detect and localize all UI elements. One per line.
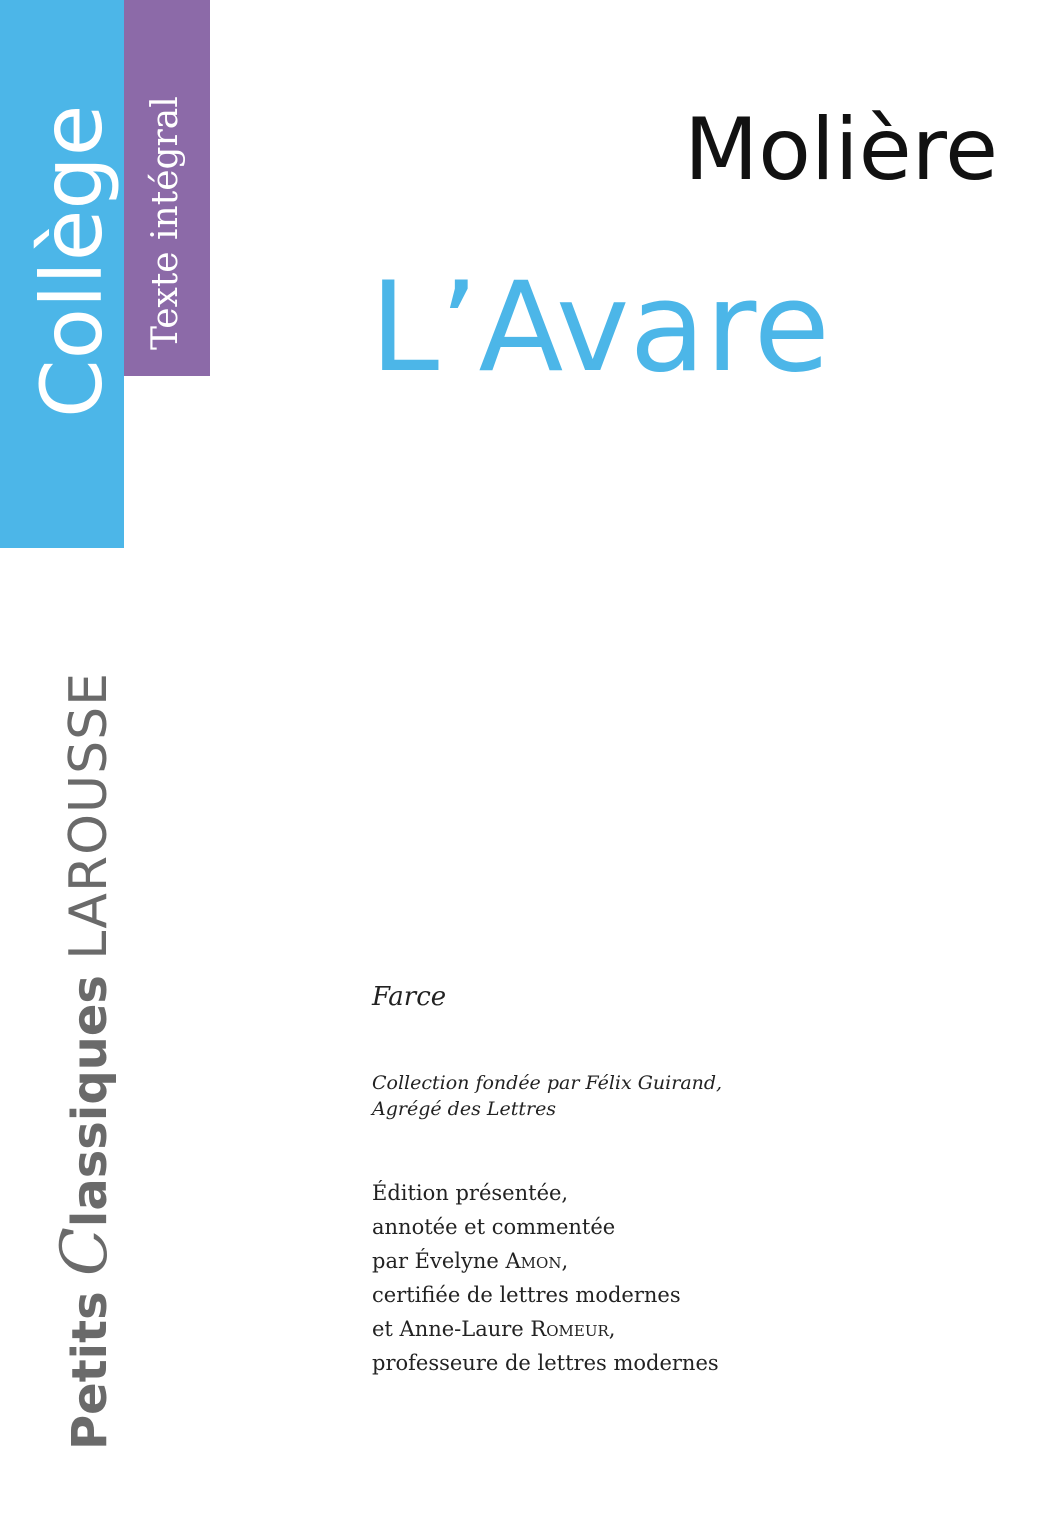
edition-text: et Anne-Laure <box>372 1317 531 1341</box>
series-classiques: lassiques <box>62 975 118 1228</box>
edition-text: , <box>561 1249 569 1273</box>
editor-surname: Romeur <box>530 1317 609 1341</box>
edition-text: par Évelyne <box>372 1249 506 1273</box>
level-label: Collège <box>23 104 121 418</box>
author-name: Molière <box>684 100 998 200</box>
collection-line: Collection fondée par Félix Guirand, <box>372 1072 723 1094</box>
edition-line: annotée et commentée <box>372 1215 616 1239</box>
edition-text: , <box>608 1317 616 1341</box>
series-logo <box>48 672 122 1450</box>
series-petits: Petits <box>62 1291 118 1450</box>
editor-surname: Amon <box>505 1249 562 1273</box>
edition-line: Édition présentée, <box>372 1181 569 1205</box>
collection-credit <box>372 1070 722 1122</box>
edition-credits <box>372 1176 719 1380</box>
edition-line: professeure de lettres modernes <box>372 1351 719 1375</box>
book-title: L’Avare <box>370 256 830 400</box>
genre-label: Farce <box>372 982 447 1012</box>
series-c: C <box>48 1227 122 1277</box>
edition-line <box>372 1244 719 1278</box>
series-publisher: LAROUSSE <box>59 672 119 960</box>
format-label: Texte intégral <box>145 96 186 350</box>
edition-line: certifiée de lettres modernes <box>372 1283 681 1307</box>
edition-line <box>372 1312 719 1346</box>
collection-line: Agrégé des Lettres <box>372 1098 557 1120</box>
